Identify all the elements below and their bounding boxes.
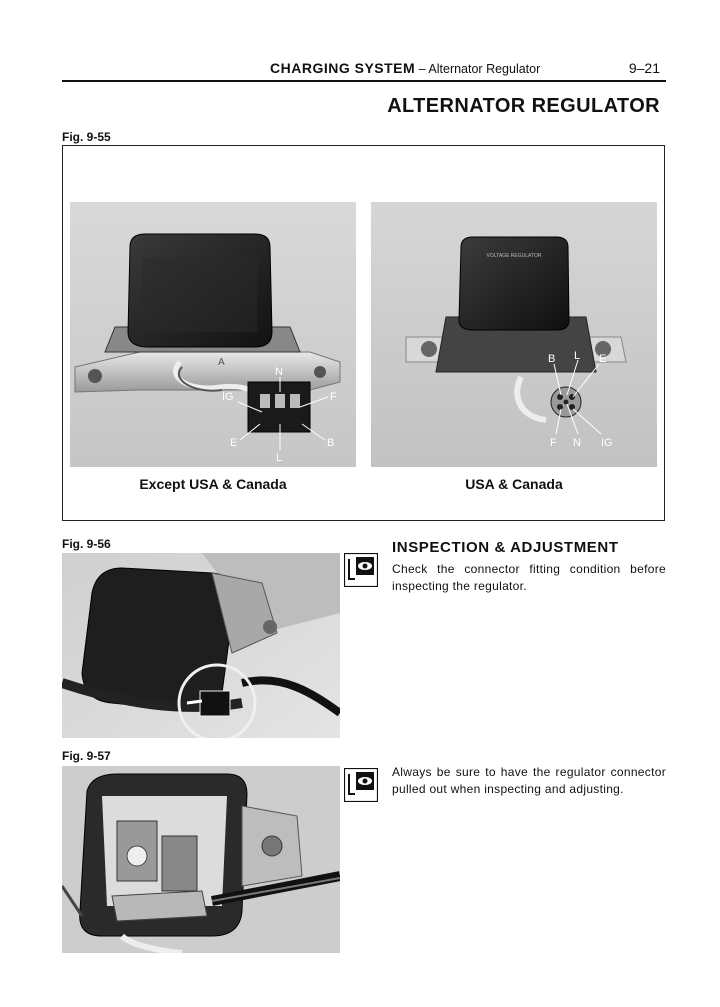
inspection-text: Check the connector fitting condition before inspecting the regulator.: [392, 562, 666, 593]
cover-embossed-text: VOLTAGE REGULATOR: [486, 253, 542, 259]
connector-fitting-illustration: [62, 553, 340, 738]
terminal-label-n: N: [573, 437, 581, 449]
photo-fig-9-57-regulator-open: [62, 766, 340, 953]
terminal-label-b: B: [327, 437, 335, 449]
terminal-label-e: E: [599, 353, 607, 365]
header-subsection: Alternator Regulator: [428, 62, 541, 76]
eye-manual-icon: [344, 768, 378, 802]
page-number: 9–21: [628, 60, 660, 76]
terminal-label-f: F: [330, 391, 337, 403]
caption-except-usa-canada: Except USA & Canada: [139, 476, 287, 492]
caption-usa-canada: USA & Canada: [465, 476, 563, 492]
terminal-label-l: L: [276, 452, 283, 464]
photo-regulator-except-usa: [70, 202, 356, 467]
terminal-label-n: N: [275, 366, 283, 378]
inspection-heading: INSPECTION & ADJUSTMENT: [392, 539, 619, 556]
fig-9-55-label: Fig. 9-55: [62, 130, 111, 144]
terminal-label-f: F: [550, 437, 557, 449]
open-regulator-illustration: [62, 766, 340, 953]
terminal-label-a: A: [218, 357, 225, 368]
fig-9-56-label: Fig. 9-56: [62, 537, 111, 551]
header-rule: [62, 80, 666, 82]
regulator-except-usa-illustration: [70, 202, 356, 467]
fig-9-57-label: Fig. 9-57: [62, 749, 111, 763]
terminal-label-ig: IG: [601, 437, 613, 449]
terminal-label-b: B: [548, 353, 556, 365]
page-title: ALTERNATOR REGULATOR: [387, 95, 660, 117]
header-separator: –: [415, 62, 429, 76]
eye-manual-icon: [344, 553, 378, 587]
inspection-icon: [344, 553, 378, 587]
photo-fig-9-56-connector: [62, 553, 340, 738]
regulator-usa-illustration: [371, 202, 657, 467]
note-icon: [344, 768, 378, 802]
terminal-label-l: L: [574, 350, 581, 362]
terminal-label-e: E: [230, 437, 238, 449]
photo-regulator-usa: [371, 202, 657, 467]
note-text: Always be sure to have the regulator connector pulled out when inspecting and adjusting.: [392, 765, 666, 796]
terminal-label-ig: IG: [222, 391, 234, 403]
running-header: [270, 60, 660, 82]
header-section-title: CHARGING SYSTEM: [270, 60, 416, 76]
